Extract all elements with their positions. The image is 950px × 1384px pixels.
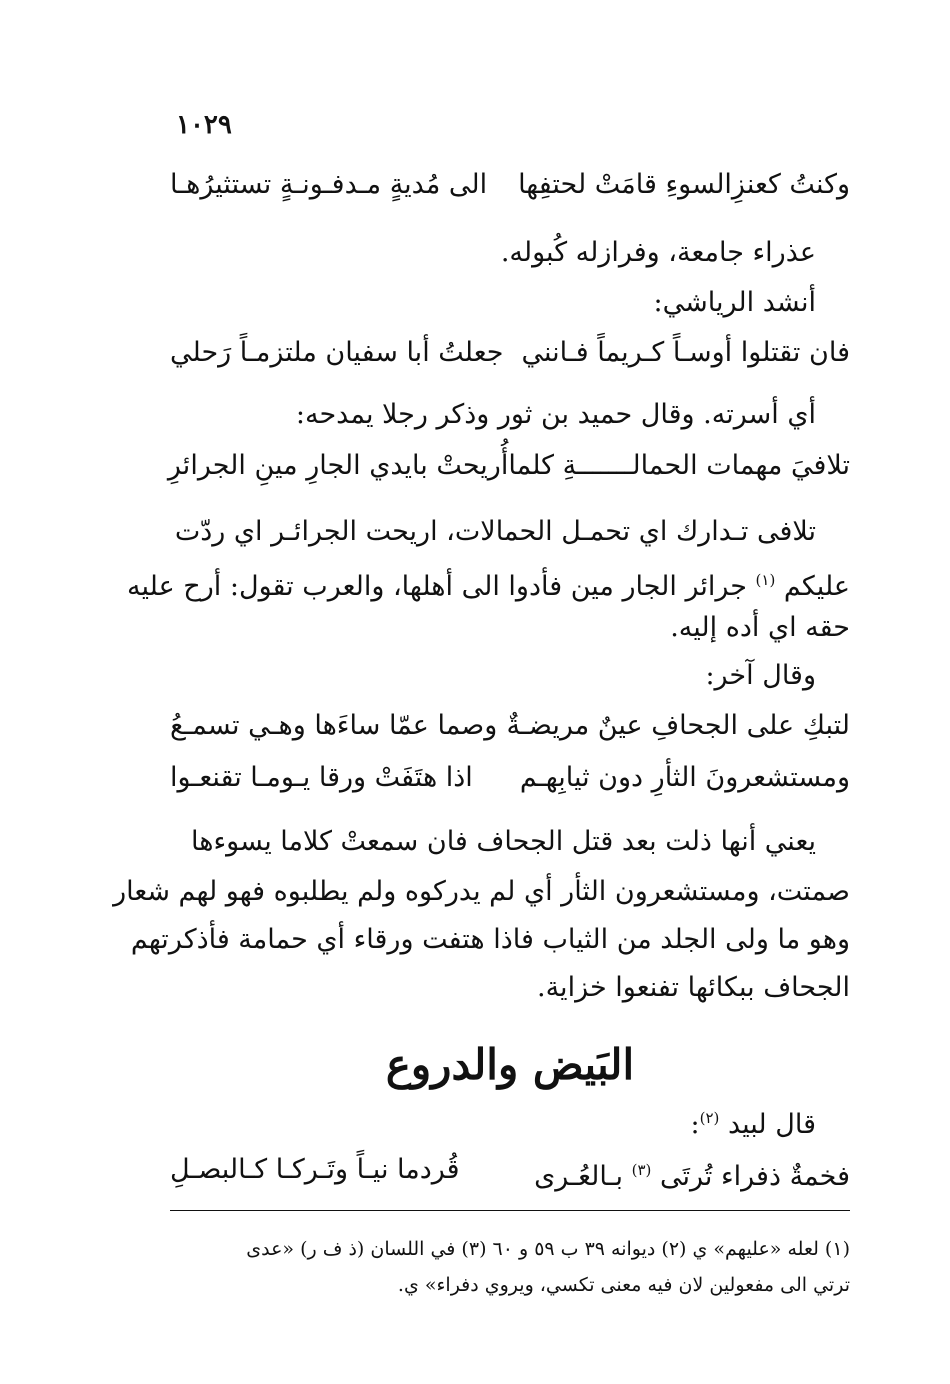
verse-5-first-hemistich: ومستشعرونَ الثأرِ دون ثيابِهـم bbox=[519, 762, 850, 793]
verse-6-first-hemistich-start: فخمةٌ ذفراء تُرتَى bbox=[659, 1161, 850, 1192]
verse-line-5 bbox=[170, 758, 850, 798]
body-line-5: أي أسرته. وقال حميد بن ثور وذكر رجلا يمدحه: bbox=[295, 399, 816, 430]
body-line-3: أنشد الرياشي: bbox=[653, 287, 816, 318]
body-line-8-start: عليكم bbox=[783, 571, 850, 602]
section-line-17-end: : bbox=[690, 1109, 700, 1140]
page-number: ١٠٢٩ bbox=[176, 110, 232, 140]
footnote-line-2: ترتي الى مفعولين لان فيه معنى تكسي، ويروي دفراء» ي. bbox=[397, 1274, 850, 1296]
verse-line-2 bbox=[170, 333, 850, 373]
body-line-10: وقال آخر: bbox=[705, 660, 816, 691]
verse-4-second-hemistich: وصما عمّا ساءَها وهـي تسمـعُ bbox=[170, 710, 498, 741]
verse-6-second-hemistich: قُردما نيـاً وتَـركـا كـالبصـلِ bbox=[170, 1154, 460, 1185]
body-line-2: عذراء جامعة، وفرازله كُبوله. bbox=[500, 237, 816, 268]
body-line-8 bbox=[127, 560, 850, 607]
body-line-7: تلافى تـدارك اي تحمـل الحمالات، اريحت الجرائـر اي ردّت bbox=[174, 516, 816, 547]
footnote-ref-3: (٣) bbox=[631, 1161, 652, 1179]
body-line-8-end: جرائر الجار مين فأدوا الى أهلها، والعرب تقول: أرح عليه bbox=[127, 571, 747, 602]
verse-line-6 bbox=[170, 1150, 850, 1197]
body-line-9: حقه اي أده إليه. bbox=[670, 612, 850, 643]
body-line-14: صمتت، ومستشعرون الثأر أي لم يدركوه ولم يطلبوه فهو لهم شعار bbox=[113, 876, 850, 907]
verse-2-first-hemistich: فان تقتلوا أوسـاً كـريماً فـانني bbox=[521, 337, 850, 368]
footnote-ref-2: (٢) bbox=[699, 1109, 720, 1127]
footnote-ref-1: (١) bbox=[755, 571, 776, 589]
section-line-17 bbox=[170, 1098, 816, 1145]
verse-line-4 bbox=[170, 706, 850, 746]
document-page bbox=[113, 0, 850, 1384]
verse-5-second-hemistich: اذا هتَفَتْ ورقا يـومـا تقنعـوا bbox=[170, 762, 473, 793]
footnote-line-1: (١) لعله «عليهم» ي (٢) ديوانه ٣٩ ب ٥٩ و ٦٠ (٣) في اللسان (ذ ف ر) «عدى bbox=[246, 1238, 850, 1260]
verse-3-second-hemistich: أُريحتْ بايدي الجارِ مينِ الجرائرِ bbox=[167, 450, 509, 481]
section-line-17-start: قال لبيد bbox=[727, 1109, 816, 1140]
verse-1-first-hemistich: وكنتُ كعنزِالسوءِ قامَتْ لحتفِها bbox=[518, 169, 850, 200]
verse-4-first-hemistich: لتبكِ على الجحافِ عينٌ مريضـةٌ bbox=[506, 710, 850, 741]
body-line-16: الجحاف ببكائها تفنعوا خزاية. bbox=[537, 972, 850, 1003]
verse-line-3 bbox=[167, 446, 850, 486]
verse-line-1 bbox=[170, 165, 850, 205]
body-line-15: وهو ما ولى الجلد من الثياب فاذا هتفت ورقاء أي حمامة فأذكرتهم bbox=[130, 924, 850, 955]
verse-6-first-hemistich-end: بـالعُـرى bbox=[534, 1161, 623, 1192]
body-line-13: يعني أنها ذلت بعد قتل الجحاف فان سمعتْ كلاما يسوءها bbox=[191, 826, 816, 857]
section-title: البَيض والدروع bbox=[385, 1040, 635, 1089]
verse-1-second-hemistich: الى مُديةٍ مـدفـونـةٍ تستثيرُهـا bbox=[170, 169, 488, 200]
verse-2-second-hemistich: جعلتُ أبا سفيان ملتزمـاً رَحلي bbox=[170, 337, 504, 368]
footnote-divider bbox=[170, 1210, 850, 1211]
verse-6-first-hemistich bbox=[534, 1150, 850, 1197]
verse-3-first-hemistich: تلافيَ مهمات الحمالـــــــةِ كلما bbox=[508, 450, 850, 481]
